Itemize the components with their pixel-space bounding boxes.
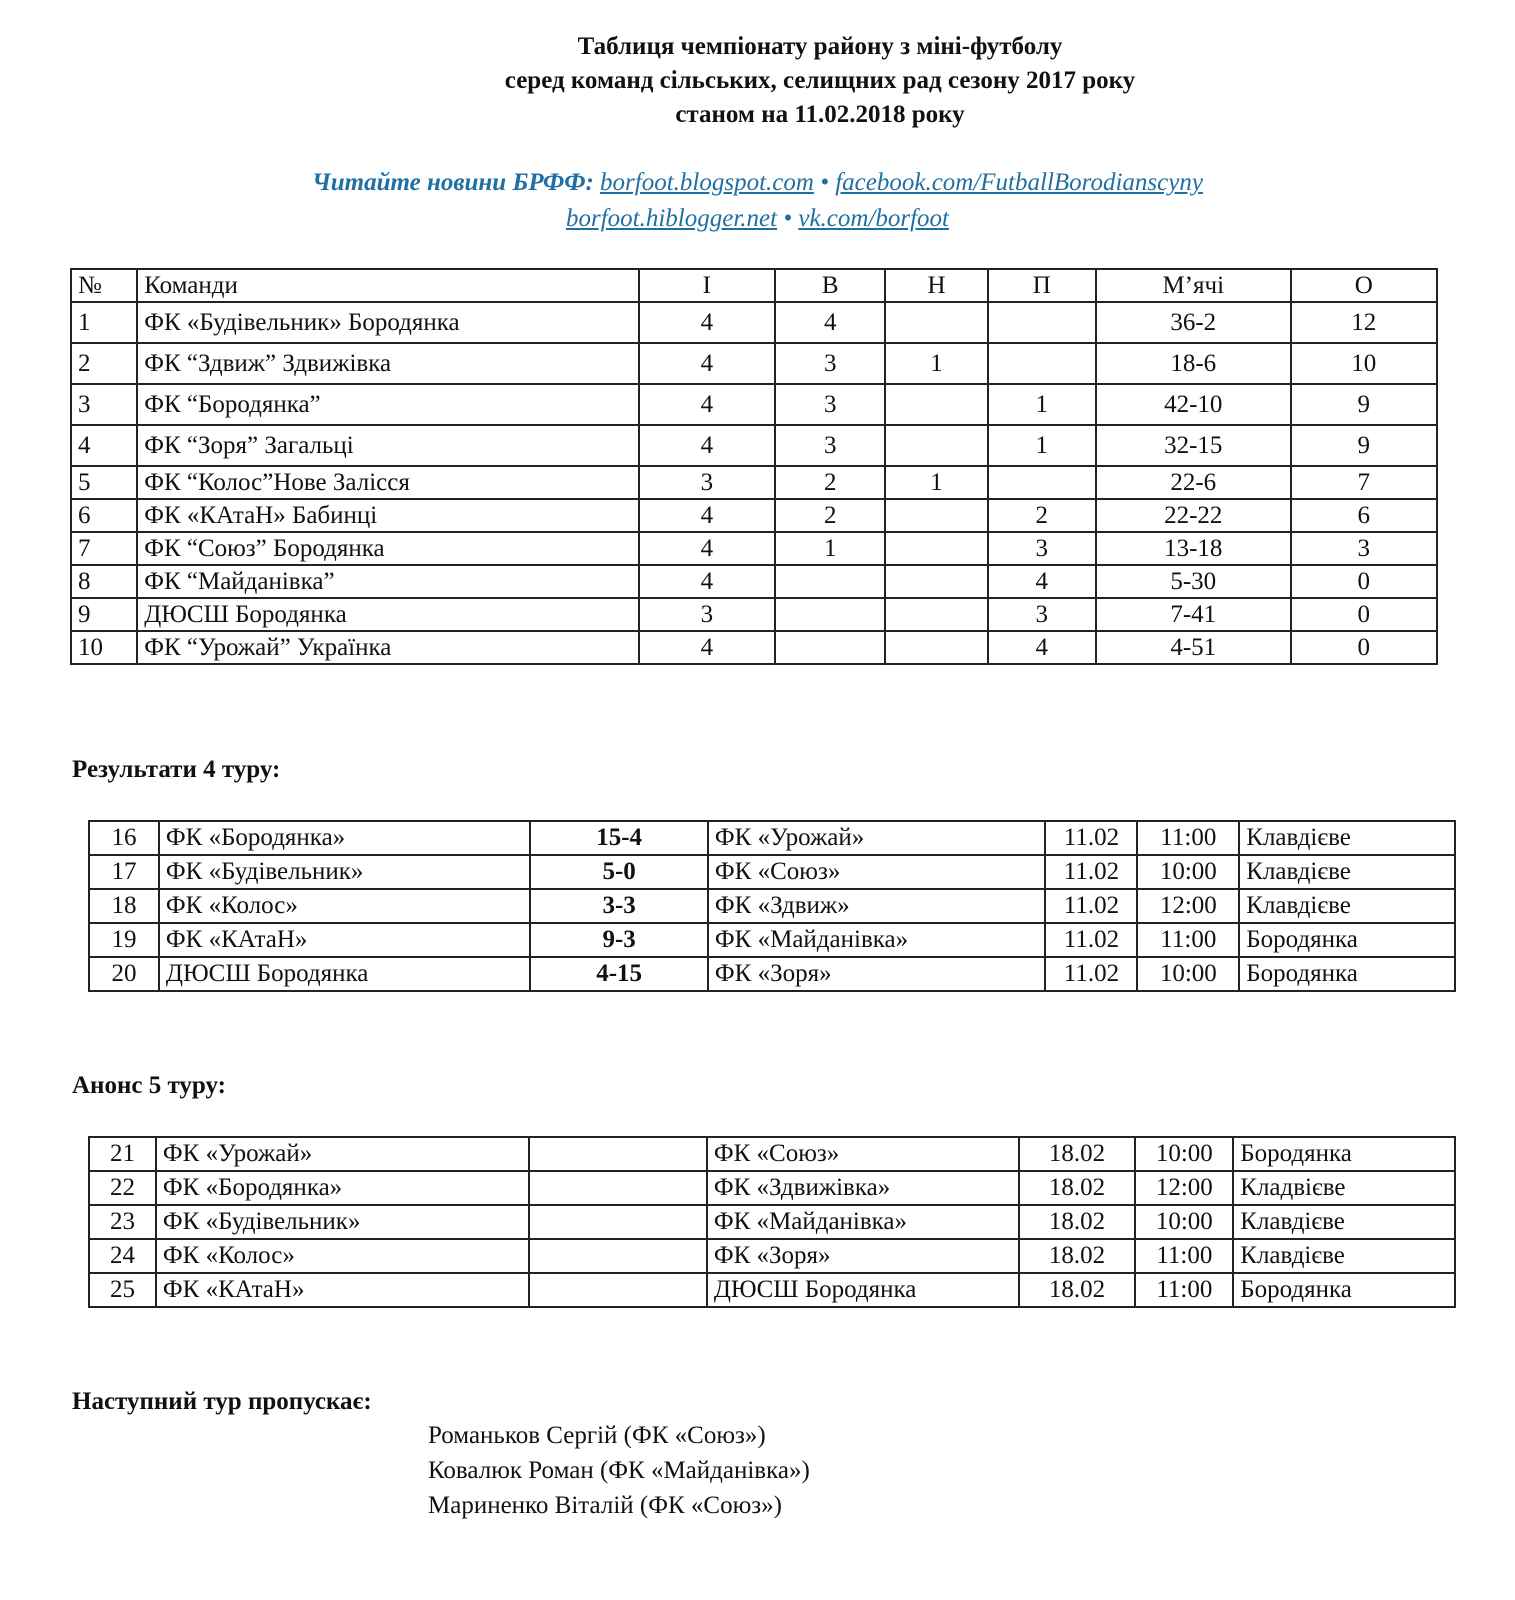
played-cell: 3 — [639, 598, 775, 631]
venue-cell: Клавдієве — [1239, 821, 1455, 855]
away-team-cell: ФК «Майданівка» — [707, 1205, 1019, 1239]
score-cell: 9-3 — [530, 923, 708, 957]
team-cell: ФК “Союз” Бородянка — [137, 532, 638, 565]
played-cell: 4 — [639, 384, 775, 425]
drawn-cell — [885, 384, 987, 425]
table-row — [71, 384, 1437, 425]
team-cell: ФК “Бородянка” — [137, 384, 638, 425]
link-separator: • — [777, 205, 799, 232]
date-cell: 11.02 — [1045, 855, 1137, 889]
link-vk[interactable]: vk.com/borfoot — [798, 205, 950, 232]
won-cell: 3 — [775, 343, 885, 384]
table-row — [71, 343, 1437, 384]
match-number-cell: 16 — [89, 821, 159, 855]
drawn-cell — [885, 499, 987, 532]
title-line-3: станом на 11.02.2018 року — [675, 101, 965, 128]
played-cell: 4 — [639, 302, 775, 343]
date-cell: 11.02 — [1045, 957, 1137, 991]
date-cell: 11.02 — [1045, 821, 1137, 855]
time-cell: 12:00 — [1137, 889, 1239, 923]
date-cell: 11.02 — [1045, 889, 1137, 923]
match-number-cell: 25 — [89, 1273, 156, 1307]
points-cell: 0 — [1291, 598, 1437, 631]
goals-cell: 7-41 — [1096, 598, 1291, 631]
results-table — [88, 820, 1456, 992]
home-team-cell: ФК «Бородянка» — [156, 1171, 529, 1205]
goals-cell: 22-6 — [1096, 466, 1291, 499]
time-cell: 12:00 — [1135, 1171, 1233, 1205]
position-cell: 5 — [71, 466, 137, 499]
skip-list — [428, 1418, 810, 1523]
document-title — [0, 30, 1515, 132]
team-cell: ДЮСШ Бородянка — [137, 598, 638, 631]
goals-cell: 18-6 — [1096, 343, 1291, 384]
home-team-cell: ФК «Будівельник» — [159, 855, 530, 889]
header-points: О — [1291, 269, 1437, 302]
won-cell — [775, 598, 885, 631]
news-label: Читайте новини БРФФ: — [312, 169, 594, 196]
away-team-cell: ФК «Урожай» — [708, 821, 1046, 855]
venue-cell: Клавдієве — [1233, 1239, 1455, 1273]
team-cell: ФК «Будівельник» Бородянка — [137, 302, 638, 343]
date-cell: 18.02 — [1019, 1205, 1136, 1239]
time-cell: 11:00 — [1137, 923, 1239, 957]
lost-cell: 2 — [988, 499, 1096, 532]
results-title: Результати 4 туру: — [72, 756, 281, 783]
link-hiblogger[interactable]: borfoot.hiblogger.net — [565, 205, 778, 232]
venue-cell: Кладвієве — [1233, 1171, 1455, 1205]
points-cell: 0 — [1291, 631, 1437, 664]
time-cell: 10:00 — [1135, 1137, 1233, 1171]
lost-cell — [988, 466, 1096, 499]
score-cell: 5-0 — [530, 855, 708, 889]
match-number-cell: 20 — [89, 957, 159, 991]
drawn-cell — [885, 425, 987, 466]
table-row — [71, 466, 1437, 499]
played-cell: 4 — [639, 565, 775, 598]
score-cell: 4-15 — [530, 957, 708, 991]
news-links — [0, 165, 1515, 237]
drawn-cell — [885, 598, 987, 631]
venue-cell: Бородянка — [1239, 957, 1455, 991]
announce-table — [88, 1136, 1456, 1308]
table-row — [89, 821, 1455, 855]
table-row — [89, 855, 1455, 889]
header-drawn: Н — [885, 269, 987, 302]
date-cell: 18.02 — [1019, 1171, 1136, 1205]
lost-cell: 4 — [988, 631, 1096, 664]
score-cell: 3-3 — [530, 889, 708, 923]
title-line-2: серед команд сільських, селищних рад сезону 2017 року — [504, 67, 1136, 94]
won-cell — [775, 565, 885, 598]
team-cell: ФК “Здвиж” Здвижівка — [137, 343, 638, 384]
played-cell: 4 — [639, 425, 775, 466]
position-cell: 1 — [71, 302, 137, 343]
home-team-cell: ФК «Урожай» — [156, 1137, 529, 1171]
won-cell: 2 — [775, 499, 885, 532]
time-cell: 10:00 — [1135, 1205, 1233, 1239]
won-cell: 3 — [775, 425, 885, 466]
lost-cell — [988, 302, 1096, 343]
points-cell: 7 — [1291, 466, 1437, 499]
position-cell: 8 — [71, 565, 137, 598]
team-cell: ФК “Колос”Нове Залісся — [137, 466, 638, 499]
table-row — [89, 923, 1455, 957]
won-cell: 4 — [775, 302, 885, 343]
points-cell: 9 — [1291, 384, 1437, 425]
suspended-player: Романьков Сергій (ФК «Союз») — [428, 1422, 766, 1449]
venue-cell: Клавдієве — [1239, 889, 1455, 923]
score-cell — [529, 1273, 706, 1307]
venue-cell: Бородянка — [1233, 1137, 1455, 1171]
team-cell: ФК “Майданівка” — [137, 565, 638, 598]
header-goals: М’ячі — [1096, 269, 1291, 302]
match-number-cell: 24 — [89, 1239, 156, 1273]
header-lost: П — [988, 269, 1096, 302]
played-cell: 4 — [639, 343, 775, 384]
points-cell: 0 — [1291, 565, 1437, 598]
goals-cell: 32-15 — [1096, 425, 1291, 466]
score-cell — [529, 1171, 706, 1205]
home-team-cell: ФК «КАтаН» — [159, 923, 530, 957]
home-team-cell: ФК «Колос» — [159, 889, 530, 923]
drawn-cell — [885, 532, 987, 565]
date-cell: 18.02 — [1019, 1239, 1136, 1273]
venue-cell: Бородянка — [1239, 923, 1455, 957]
played-cell: 4 — [639, 499, 775, 532]
date-cell: 11.02 — [1045, 923, 1137, 957]
time-cell: 11:00 — [1137, 821, 1239, 855]
drawn-cell: 1 — [885, 343, 987, 384]
announce-title: Анонс 5 туру: — [72, 1072, 226, 1099]
match-number-cell: 18 — [89, 889, 159, 923]
away-team-cell: ФК «Зоря» — [707, 1239, 1019, 1273]
drawn-cell — [885, 302, 987, 343]
goals-cell: 36-2 — [1096, 302, 1291, 343]
header-won: В — [775, 269, 885, 302]
points-cell: 9 — [1291, 425, 1437, 466]
table-row — [89, 1239, 1455, 1273]
home-team-cell: ФК «Колос» — [156, 1239, 529, 1273]
time-cell: 10:00 — [1137, 855, 1239, 889]
date-cell: 18.02 — [1019, 1273, 1136, 1307]
score-cell — [529, 1239, 706, 1273]
won-cell: 3 — [775, 384, 885, 425]
match-number-cell: 19 — [89, 923, 159, 957]
table-row — [89, 1205, 1455, 1239]
date-cell: 18.02 — [1019, 1137, 1136, 1171]
drawn-cell — [885, 565, 987, 598]
position-cell: 6 — [71, 499, 137, 532]
home-team-cell: ФК «Бородянка» — [159, 821, 530, 855]
match-number-cell: 21 — [89, 1137, 156, 1171]
away-team-cell: ФК «Зоря» — [708, 957, 1046, 991]
team-cell: ФК “Урожай” Українка — [137, 631, 638, 664]
link-facebook[interactable]: facebook.com/FutballBorodianscyny — [835, 169, 1203, 196]
table-row — [71, 631, 1437, 664]
table-row — [71, 565, 1437, 598]
score-cell — [529, 1205, 706, 1239]
link-blogspot[interactable]: borfoot.blogspot.com — [600, 169, 814, 196]
away-team-cell: ФК «Союз» — [708, 855, 1046, 889]
venue-cell: Клавдієве — [1233, 1205, 1455, 1239]
table-row — [71, 598, 1437, 631]
match-number-cell: 17 — [89, 855, 159, 889]
away-team-cell: ФК «Здвиж» — [708, 889, 1046, 923]
skip-title: Наступний тур пропускає: — [72, 1388, 372, 1415]
lost-cell — [988, 343, 1096, 384]
away-team-cell: ДЮСШ Бородянка — [707, 1273, 1019, 1307]
suspended-player: Мариненко Віталій (ФК «Союз») — [428, 1492, 782, 1519]
goals-cell: 42-10 — [1096, 384, 1291, 425]
points-cell: 6 — [1291, 499, 1437, 532]
table-row — [89, 957, 1455, 991]
played-cell: 4 — [639, 631, 775, 664]
link-separator: • — [813, 169, 836, 196]
goals-cell: 22-22 — [1096, 499, 1291, 532]
table-row — [89, 889, 1455, 923]
lost-cell: 3 — [988, 598, 1096, 631]
lost-cell: 1 — [988, 425, 1096, 466]
time-cell: 10:00 — [1137, 957, 1239, 991]
table-row — [71, 425, 1437, 466]
won-cell: 1 — [775, 532, 885, 565]
lost-cell: 1 — [988, 384, 1096, 425]
score-cell — [529, 1137, 706, 1171]
position-cell: 4 — [71, 425, 137, 466]
won-cell — [775, 631, 885, 664]
goals-cell: 4-51 — [1096, 631, 1291, 664]
played-cell: 3 — [639, 466, 775, 499]
suspended-player: Ковалюк Роман (ФК «Майданівка») — [428, 1457, 810, 1484]
venue-cell: Бородянка — [1233, 1273, 1455, 1307]
header-team: Команди — [137, 269, 638, 302]
played-cell: 4 — [639, 532, 775, 565]
match-number-cell: 22 — [89, 1171, 156, 1205]
won-cell: 2 — [775, 466, 885, 499]
title-line-1: Таблиця чемпіонату району з міні-футболу — [577, 33, 1063, 60]
drawn-cell: 1 — [885, 466, 987, 499]
points-cell: 10 — [1291, 343, 1437, 384]
away-team-cell: ФК «Здвижівка» — [707, 1171, 1019, 1205]
position-cell: 3 — [71, 384, 137, 425]
position-cell: 2 — [71, 343, 137, 384]
position-cell: 9 — [71, 598, 137, 631]
drawn-cell — [885, 631, 987, 664]
time-cell: 11:00 — [1135, 1239, 1233, 1273]
home-team-cell: ДЮСШ Бородянка — [159, 957, 530, 991]
table-row — [71, 532, 1437, 565]
table-row — [71, 499, 1437, 532]
header-played: І — [639, 269, 775, 302]
home-team-cell: ФК «Будівельник» — [156, 1205, 529, 1239]
lost-cell: 3 — [988, 532, 1096, 565]
goals-cell: 5-30 — [1096, 565, 1291, 598]
goals-cell: 13-18 — [1096, 532, 1291, 565]
team-cell: ФК “Зоря” Загальці — [137, 425, 638, 466]
table-row — [89, 1137, 1455, 1171]
time-cell: 11:00 — [1135, 1273, 1233, 1307]
home-team-cell: ФК «КАтаН» — [156, 1273, 529, 1307]
position-cell: 10 — [71, 631, 137, 664]
away-team-cell: ФК «Союз» — [707, 1137, 1019, 1171]
points-cell: 12 — [1291, 302, 1437, 343]
position-cell: 7 — [71, 532, 137, 565]
points-cell: 3 — [1291, 532, 1437, 565]
table-row — [89, 1273, 1455, 1307]
header-position: № — [71, 269, 137, 302]
away-team-cell: ФК «Майданівка» — [708, 923, 1046, 957]
standings-table — [70, 268, 1438, 665]
table-row — [89, 1171, 1455, 1205]
lost-cell: 4 — [988, 565, 1096, 598]
match-number-cell: 23 — [89, 1205, 156, 1239]
table-row — [71, 302, 1437, 343]
team-cell: ФК «КАтаН» Бабинці — [137, 499, 638, 532]
score-cell: 15-4 — [530, 821, 708, 855]
standings-header-row — [71, 269, 1437, 302]
venue-cell: Клавдієве — [1239, 855, 1455, 889]
